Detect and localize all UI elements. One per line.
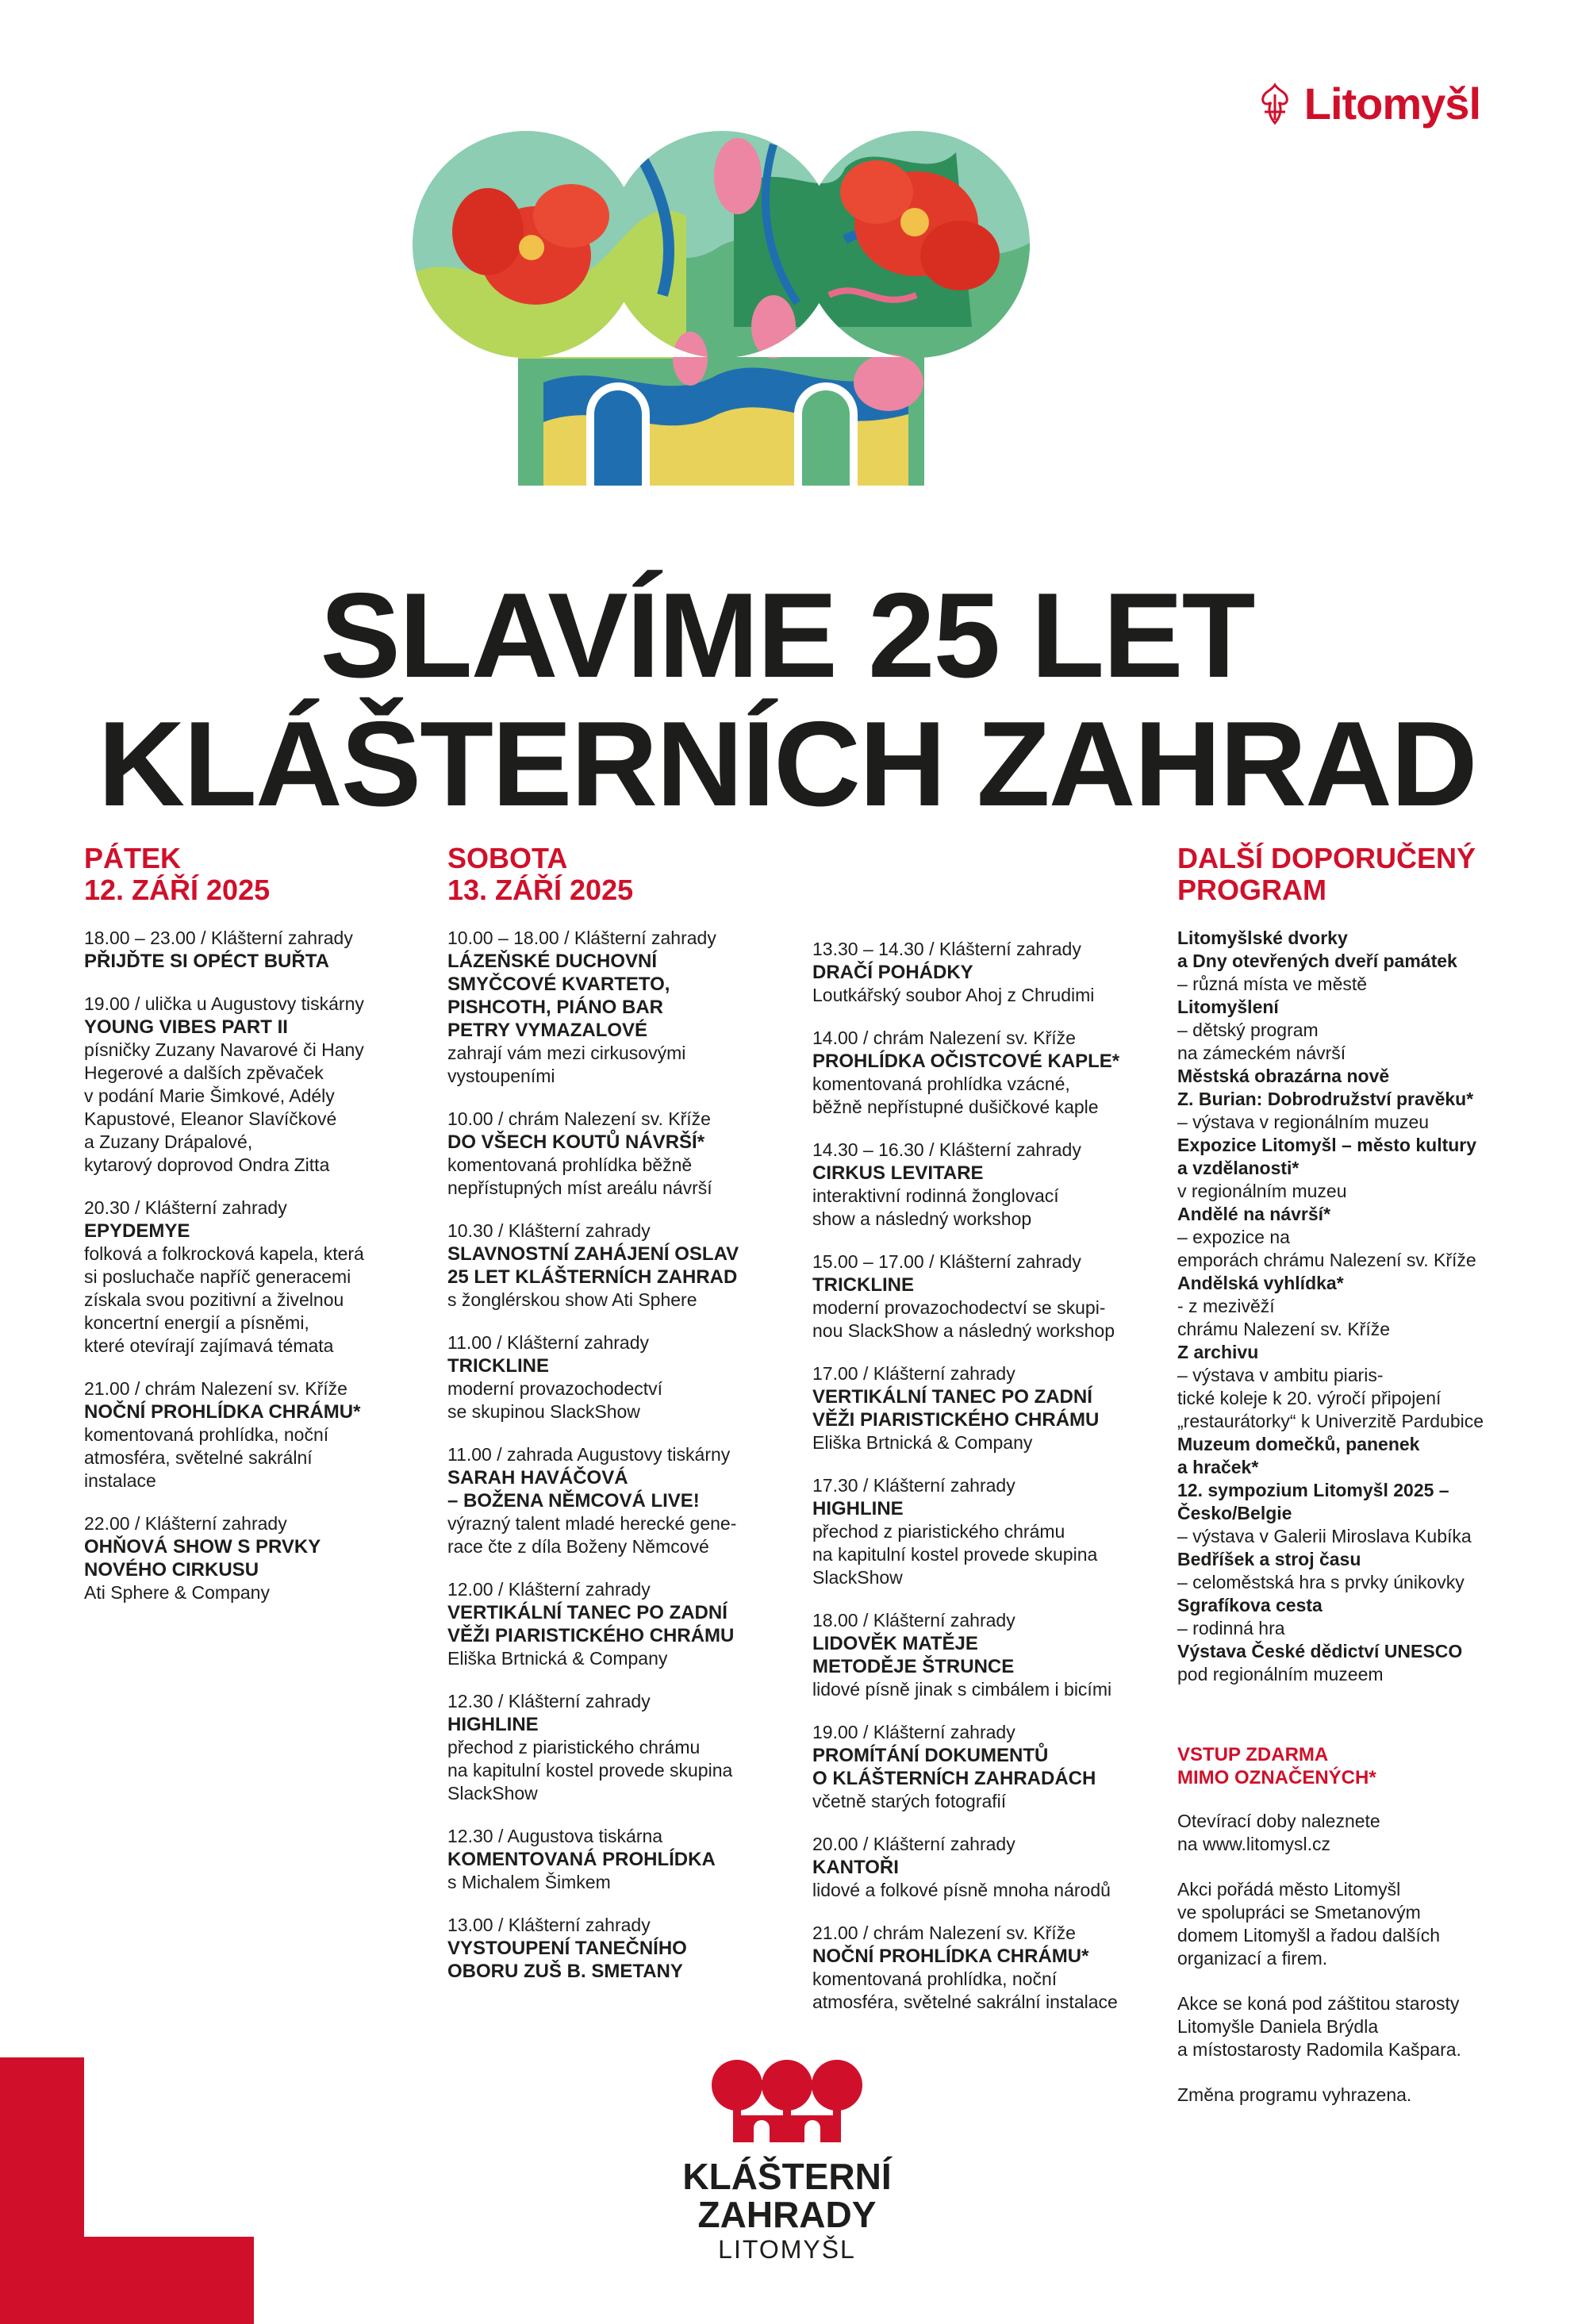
klasterni-zahrady-logo — [682, 2055, 892, 2265]
recommended-heading — [1177, 843, 1526, 906]
garden-trees-illustration — [401, 121, 1042, 494]
event-title: CIRKUS LEVITARE — [812, 1162, 984, 1184]
friday-column — [84, 843, 425, 1624]
event-title: KANTOŘI — [812, 1857, 899, 1878]
program-line: Litomyšlské dvorky a Dny otevřených dveří památek — [1177, 928, 1457, 971]
event-item — [447, 1443, 797, 1558]
event-time: 22.00 / Klášterní zahrady — [84, 1513, 287, 1534]
program-line: Andělé na návrší* — [1177, 1204, 1331, 1224]
saturday-day: SOBOTA — [447, 842, 568, 874]
saturday-event-list-a — [447, 927, 797, 1983]
event-title: TRICKLINE — [812, 1274, 914, 1296]
event-title: VERTIKÁLNÍ TANEC PO ZADNÍ VĚŽI PIARISTICKÉHO CHRÁMU — [447, 1602, 735, 1646]
program-line: – rodinná hra — [1177, 1618, 1285, 1638]
event-item — [812, 1721, 1169, 1813]
event-time: 10.30 / Klášterní zahrady — [447, 1220, 651, 1241]
event-title: HIGHLINE — [447, 1714, 539, 1735]
program-line: – expozice na emporách chrámu Nalezení sv. Kříže — [1177, 1227, 1476, 1270]
event-description: folková a folkrocková kapela, která si posluchače napříč generacemi získala svou pozitivní a živelnou koncertní energií a písněmi, které otevírají zajímavá témata — [84, 1243, 364, 1356]
saturday-heading — [447, 843, 797, 906]
event-description: Ati Sphere & Company — [84, 1582, 270, 1603]
event-title: SARAH HAVÁČOVÁ – BOŽENA NĚMCOVÁ LIVE! — [447, 1467, 700, 1512]
info-block — [1177, 1810, 1526, 2107]
event-description: lidové a folkové písně mnoha národů — [812, 1880, 1111, 1900]
recommended-list — [1177, 927, 1526, 1686]
event-title: TRICKLINE — [447, 1355, 549, 1377]
event-title: KOMENTOVANÁ PROHLÍDKA — [447, 1849, 716, 1870]
event-item — [84, 1377, 425, 1492]
event-title: VERTIKÁLNÍ TANEC PO ZADNÍ VĚŽI PIARISTICKÉHO CHRÁMU — [812, 1386, 1100, 1431]
event-title: LÁZEŇSKÉ DUCHOVNÍ SMYČCOVÉ KVARTETO, PISHCOTH, PIÁNO BAR PETRY VYMAZALOVÉ — [447, 951, 670, 1041]
friday-date: 12. ZÁŘÍ 2025 — [84, 874, 271, 906]
event-description: s Michalem Šimkem — [447, 1872, 611, 1892]
event-time: 17.30 / Klášterní zahrady — [812, 1475, 1015, 1496]
event-title: PROMÍTÁNÍ DOKUMENTŮ O KLÁŠTERNÍCH ZAHRADÁCH — [812, 1745, 1096, 1789]
event-title: DO VŠECH KOUTŮ NÁVRŠÍ* — [447, 1131, 705, 1153]
event-time: 15.00 – 17.00 / Klášterní zahrady — [812, 1251, 1081, 1272]
logo-name: KLÁŠTERNÍ ZAHRADY — [682, 2156, 892, 2235]
event-title: YOUNG VIBES PART II — [84, 1016, 288, 1038]
logo-town: LITOMYŠL — [718, 2235, 856, 2264]
program-line: – celoměstská hra s prvky únikovky — [1177, 1572, 1465, 1592]
program-line: Litomyšlení — [1177, 997, 1279, 1017]
event-time: 21.00 / chrám Nalezení sv. Kříže — [84, 1378, 347, 1399]
event-time: 19.00 / ulička u Augustovy tiskárny — [84, 993, 364, 1014]
event-time: 18.00 – 23.00 / Klášterní zahrady — [84, 928, 353, 948]
program-line: Sgrafíkova cesta — [1177, 1595, 1323, 1615]
event-time: 13.00 / Klášterní zahrady — [447, 1915, 651, 1935]
event-description: Eliška Brtnická & Company — [812, 1432, 1033, 1453]
program-line: Bedříšek a stroj času — [1177, 1549, 1361, 1569]
event-time: 12.30 / Klášterní zahrady — [447, 1691, 651, 1711]
event-time: 17.00 / Klášterní zahrady — [812, 1363, 1015, 1384]
event-description: moderní provazochodectví se skupi- nou SlackShow a následný workshop — [812, 1297, 1115, 1341]
free-entry-note: VSTUP ZDARMA MIMO OZNAČENÝCH* — [1177, 1744, 1376, 1788]
event-item — [447, 1331, 797, 1423]
event-item — [812, 1922, 1169, 2014]
event-title: PŘIJĎTE SI OPÉCT BUŘTA — [84, 951, 329, 972]
event-item — [812, 1027, 1169, 1119]
event-item — [812, 1250, 1169, 1343]
event-time: 11.00 / Klášterní zahrady — [447, 1332, 649, 1353]
event-description: lidové písně jinak s cimbálem i bicími — [812, 1679, 1112, 1700]
event-title: EPYDEMYE — [84, 1220, 190, 1242]
event-description: zahrají vám mezi cirkusovými vystoupeními — [447, 1043, 686, 1086]
event-time: 20.30 / Klášterní zahrady — [84, 1197, 287, 1218]
info-paragraph: Akce se koná pod záštitou starosty Litomyšle Daniela Brýdla a místostarosty Radomila Kašpara. — [1177, 1993, 1461, 2060]
saturday-column-continued — [812, 938, 1169, 2034]
litomysl-brand — [1257, 78, 1480, 129]
program-line: Andělská vyhlídka* — [1177, 1273, 1344, 1293]
corner-decoration — [0, 2057, 254, 2324]
recommended-heading-line-1: DALŠÍ DOPORUČENÝ — [1177, 842, 1476, 874]
event-description: komentovaná prohlídka, noční atmosféra, světelné sakrální instalace — [84, 1424, 329, 1491]
event-item — [447, 1690, 797, 1805]
event-item — [812, 1474, 1169, 1589]
event-description: Loutkářský soubor Ahoj z Chrudimi — [812, 985, 1095, 1005]
event-description: přechod z piaristického chrámu na kapitulní kostel provede skupina SlackShow — [447, 1737, 733, 1804]
event-time: 13.30 – 14.30 / Klášterní zahrady — [812, 939, 1081, 959]
event-item — [447, 1825, 797, 1894]
program-line: v regionálním muzeu — [1177, 1181, 1347, 1201]
event-description: komentovaná prohlídka, noční atmosféra, světelné sakrální instalace — [812, 1969, 1118, 2012]
recommended-column — [1177, 843, 1526, 2129]
recommended-heading-line-2: PROGRAM — [1177, 874, 1326, 906]
event-item — [84, 927, 425, 973]
info-paragraph: Otevírací doby naleznete na www.litomysl.cz — [1177, 1811, 1380, 1854]
program-line: – výstava v regionálním muzeu — [1177, 1112, 1430, 1132]
title-line-1: SLAVÍME 25 LET — [320, 568, 1254, 703]
program-line: Výstava České dědictví UNESCO — [1177, 1641, 1463, 1661]
litomysl-crest-icon — [1257, 82, 1293, 126]
event-time: 14.30 – 16.30 / Klášterní zahrady — [812, 1139, 1081, 1160]
event-time: 18.00 / Klášterní zahrady — [812, 1610, 1015, 1631]
event-description: písničky Zuzany Navarové či Hany Hegerové a dalších zpěvaček v podání Marie Šimkové, Adély Kapustové, Eleanor Slavíčkové a Zuzany Drápalové, kytarový doprovod Ondra Zitta — [84, 1039, 364, 1175]
program-line: – dětský program na zámeckém návrší — [1177, 1020, 1346, 1063]
event-time: 10.00 – 18.00 / Klášterní zahrady — [447, 928, 716, 948]
event-item — [812, 1362, 1169, 1454]
program-line: Městská obrazárna nově Z. Burian: Dobrodružství pravěku* — [1177, 1066, 1474, 1109]
brand-name: Litomyšl — [1303, 79, 1480, 129]
event-item — [84, 1197, 425, 1358]
program-line: pod regionálním muzeem — [1177, 1664, 1384, 1684]
event-description: včetně starých fotografií — [812, 1791, 1007, 1811]
event-item — [447, 1220, 797, 1312]
info-paragraph: Akci pořádá město Litomyšl ve spolupráci se Smetanovým domem Litomyšl a řadou dalších organizací a firem. — [1177, 1879, 1441, 1969]
friday-day: PÁTEK — [84, 842, 182, 874]
saturday-column — [447, 843, 797, 2003]
event-item — [812, 1833, 1169, 1902]
program-line: – výstava v Galerii Miroslava Kubíka — [1177, 1526, 1472, 1546]
page-title — [0, 568, 1574, 832]
event-item — [812, 1139, 1169, 1231]
event-time: 14.00 / chrám Nalezení sv. Kříže — [812, 1028, 1076, 1048]
program-line: – různá místa ve městě — [1177, 974, 1368, 994]
event-title: DRAČÍ POHÁDKY — [812, 962, 973, 983]
event-description: interaktivní rodinná žonglovací show a následný workshop — [812, 1185, 1059, 1229]
event-description: komentovaná prohlídka běžně nepřístupných míst areálu návrší — [447, 1154, 712, 1198]
saturday-event-list-b — [812, 938, 1169, 2014]
event-description: moderní provazochodectví se skupinou SlackShow — [447, 1378, 663, 1422]
event-title: PROHLÍDKA OČISTCOVÉ KAPLE* — [812, 1051, 1120, 1072]
event-item — [447, 1914, 797, 1983]
event-item — [812, 1609, 1169, 1701]
event-time: 11.00 / zahrada Augustovy tiskárny — [447, 1444, 731, 1465]
event-description: Eliška Brtnická & Company — [447, 1648, 668, 1669]
trees-logo-icon — [709, 2055, 865, 2142]
program-line: Expozice Litomyšl – město kultury a vzdělanosti* — [1177, 1135, 1477, 1178]
event-item — [84, 993, 425, 1177]
event-time: 21.00 / chrám Nalezení sv. Kříže — [812, 1923, 1076, 1943]
event-title: LIDOVĚK MATĚJE METODĚJE ŠTRUNCE — [812, 1633, 1015, 1677]
event-title: SLAVNOSTNÍ ZAHÁJENÍ OSLAV 25 LET KLÁŠTERNÍCH ZAHRAD — [447, 1243, 739, 1288]
title-line-2: KLÁŠTERNÍCH ZAHRAD — [98, 697, 1476, 832]
event-time: 20.00 / Klášterní zahrady — [812, 1834, 1015, 1854]
event-description: s žonglérskou show Ati Sphere — [447, 1289, 697, 1310]
event-item — [84, 1512, 425, 1604]
program-line: Z archivu — [1177, 1342, 1259, 1362]
friday-event-list — [84, 927, 425, 1604]
event-item — [812, 938, 1169, 1007]
program-line: Muzeum domečků, panenek a hraček* 12. sympozium Litomyšl 2025 – Česko/Belgie — [1177, 1434, 1449, 1523]
program-line: – výstava v ambitu piaris- tické koleje k 20. výročí připojení „restaurátorky“ k Univerzitě Pardubice — [1177, 1365, 1484, 1431]
event-title: NOČNÍ PROHLÍDKA CHRÁMU* — [812, 1946, 1089, 1967]
event-description: komentovaná prohlídka vzácné, běžně nepřístupné dušičkové kaple — [812, 1074, 1099, 1117]
event-title: HIGHLINE — [812, 1498, 904, 1519]
saturday-date: 13. ZÁŘÍ 2025 — [447, 874, 634, 906]
event-item — [447, 1108, 797, 1200]
event-item — [447, 927, 797, 1088]
event-item — [447, 1578, 797, 1670]
event-description: přechod z piaristického chrámu na kapitulní kostel provede skupina SlackShow — [812, 1521, 1098, 1588]
event-time: 19.00 / Klášterní zahrady — [812, 1722, 1015, 1742]
friday-heading — [84, 843, 425, 906]
info-paragraph: Změna programu vyhrazena. — [1177, 2084, 1412, 2105]
event-time: 12.00 / Klášterní zahrady — [447, 1579, 651, 1600]
event-time: 10.00 / chrám Nalezení sv. Kříže — [447, 1108, 711, 1129]
event-title: NOČNÍ PROHLÍDKA CHRÁMU* — [84, 1401, 361, 1423]
event-title: VYSTOUPENÍ TANEČNÍHO OBORU ZUŠ B. SMETANY — [447, 1938, 687, 1982]
event-time: 12.30 / Augustova tiskárna — [447, 1826, 663, 1846]
event-title: OHŇOVÁ SHOW S PRVKY NOVÉHO CIRKUSU — [84, 1536, 321, 1581]
event-description: výrazný talent mladé herecké gene- race čte z díla Boženy Němcové — [447, 1513, 737, 1557]
program-line: - z mezivěží chrámu Nalezení sv. Kříže — [1177, 1296, 1391, 1339]
